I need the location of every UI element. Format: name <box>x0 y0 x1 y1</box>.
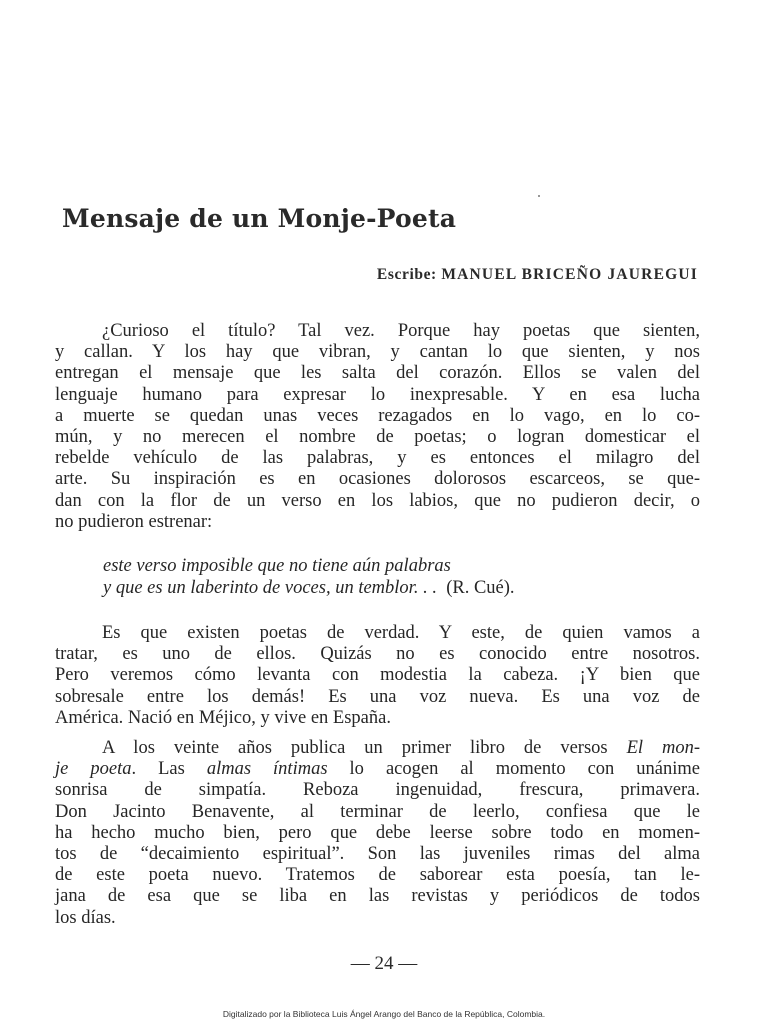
text-line: Es que existen poetas de verdad. Y este, de quien vamos a <box>102 623 700 643</box>
digitization-footer: Digitalizado por la Biblioteca Luis Ángel Arango del Banco de la República, Colombia. <box>222 1009 546 1019</box>
verse-text: este verso imposible que no tiene aún palabras <box>103 556 451 576</box>
text-line: América. Nació en Méjico, y vive en España. <box>55 707 391 728</box>
verse-line <box>103 555 515 577</box>
author-name: MANUEL BRICEÑO JAUREGUI <box>441 266 698 283</box>
book-title: je poeta <box>55 759 132 780</box>
text-line: arte. Su inspiración es en ocasiones dolorosos escarceos, se que- <box>55 469 700 490</box>
byline-prefix: Escribe: <box>376 266 437 283</box>
text-line: sobresale entre los demás! Es una voz nueva. Es una voz de <box>55 686 700 707</box>
text-run: lo acogen al momento con unánime <box>327 759 701 780</box>
text-line: a muerte se quedan unas veces rezagados en lo vago, en lo co- <box>55 405 700 426</box>
page-number: — 24 — <box>350 953 418 974</box>
verse-text: y que es un laberinto de voces, un temblor. . . <box>103 578 437 598</box>
text-run: A los veinte años publica un primer libro de versos <box>102 738 627 758</box>
byline <box>377 266 698 284</box>
text-run: . Las <box>131 759 207 780</box>
text-line: Pero veremos cómo levanta con modestia la cabeza. ¡Y bien que <box>55 665 700 686</box>
speck <box>538 195 540 197</box>
text-line: y callan. Y los hay que vibran, y cantan lo que sienten, y nos <box>55 342 700 363</box>
article-title: Mensaje de un Monje-Poeta <box>62 204 457 233</box>
paragraph-2 <box>55 623 700 729</box>
text-line: dan con la flor de un verso en los labios, que no pudieron decir, o <box>55 490 700 511</box>
book-title: El mon- <box>626 738 700 758</box>
paragraph-3 <box>55 738 700 929</box>
text-line: ha hecho mucho bien, pero que debe leerse sobre todo en momen- <box>55 822 700 843</box>
text-line: entregan el mensaje que les salta del corazón. Ellos se valen del <box>55 363 700 384</box>
text-line: mún, y no merecen el nombre de poetas; o logran domesticar el <box>55 427 700 448</box>
text-line <box>55 738 700 759</box>
text-line: rebelde vehículo de las palabras, y es entonces el milagro del <box>55 448 700 469</box>
verse-quote <box>103 555 515 599</box>
emphasis: almas íntimas <box>206 759 328 780</box>
text-line <box>55 759 700 780</box>
verse-line <box>103 577 515 599</box>
text-line: jana de esa que se liba en las revistas y periódicos de todos <box>55 886 700 907</box>
text-line: tos de “decaimiento espiritual”. Son las juveniles rimas del alma <box>55 844 700 865</box>
text-line: de este poeta nuevo. Tratemos de saborear esta poesía, tan le- <box>55 865 700 886</box>
text-line: sonrisa de simpatía. Reboza ingenuidad, frescura, primavera. <box>55 780 700 801</box>
text-line: lenguaje humano para expresar lo inexpresable. Y en esa lucha <box>55 384 700 405</box>
text-line: no pudieron estrenar: <box>55 511 213 532</box>
text-line: los días. <box>55 907 116 928</box>
verse-citation: (R. Cué). <box>446 578 515 598</box>
text-line: tratar, es uno de ellos. Quizás no es conocido entre nosotros. <box>55 644 700 665</box>
text-line: Don Jacinto Benavente, al terminar de leerlo, confiesa que le <box>55 801 700 822</box>
paragraph-1 <box>55 321 700 533</box>
text-line: ¿Curioso el título? Tal vez. Porque hay poetas que sienten, <box>102 321 700 341</box>
